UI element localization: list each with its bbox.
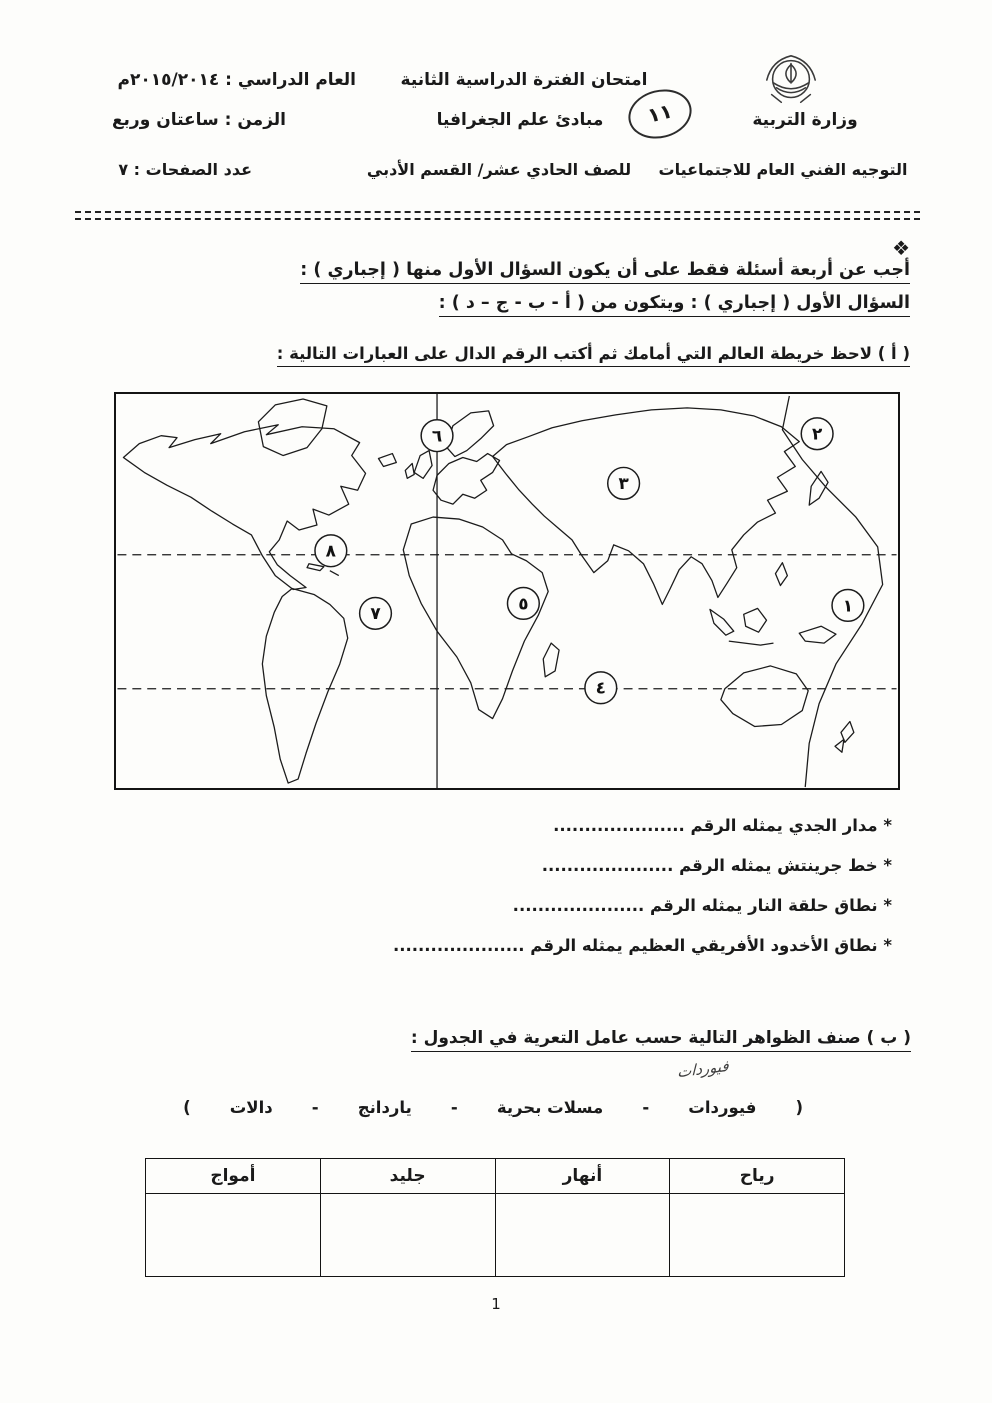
australia bbox=[721, 666, 808, 727]
map-marker-5 bbox=[507, 588, 539, 620]
svg-text:١: ١ bbox=[842, 595, 854, 616]
map-marker-7 bbox=[360, 597, 392, 629]
map-marker-4 bbox=[585, 672, 617, 704]
answer-cell-rivers bbox=[495, 1194, 670, 1277]
asia bbox=[493, 408, 800, 605]
svg-text:٢: ٢ bbox=[811, 423, 823, 444]
map-markers bbox=[315, 418, 864, 704]
handwritten-annotation: فيوردات bbox=[677, 1056, 729, 1082]
paren-open: ( bbox=[795, 1098, 803, 1117]
diamond-bullet-icon: ❖ bbox=[892, 236, 910, 260]
answer-cell-waves bbox=[146, 1194, 321, 1277]
philippines bbox=[775, 563, 787, 586]
british-isles bbox=[414, 451, 432, 479]
statement-ring-of-fire: * نطاق حلقة النار يمثله الرقم ..................... bbox=[512, 896, 892, 915]
header-divider bbox=[75, 211, 920, 220]
general-instruction-text: أجب عن أربعة أسئلة فقط على أن يكون السؤال الأول منها ( إجباري ) : bbox=[300, 260, 910, 284]
world-map bbox=[114, 392, 900, 790]
ministry-emblem-logo bbox=[760, 50, 822, 110]
exam-duration: الزمن : ساعتان وربع bbox=[111, 110, 286, 130]
option-sea-stacks: مسلات بحرية bbox=[496, 1098, 604, 1117]
world-map-svg bbox=[116, 394, 898, 788]
svg-text:٧: ٧ bbox=[370, 603, 381, 624]
cuba bbox=[307, 564, 324, 571]
map-marker-6 bbox=[421, 420, 453, 452]
ireland bbox=[405, 463, 414, 478]
map-marker-2 bbox=[801, 418, 833, 450]
table-header-waves: أمواج bbox=[146, 1159, 321, 1194]
paren-close: ) bbox=[183, 1098, 191, 1117]
page-number: 1 bbox=[491, 1295, 501, 1313]
svg-text:٣: ٣ bbox=[618, 473, 629, 494]
ring-of-fire-line bbox=[782, 396, 882, 787]
table-answer-row bbox=[146, 1194, 845, 1277]
new-zealand-south bbox=[835, 739, 844, 752]
japan bbox=[809, 471, 828, 505]
south-america bbox=[262, 589, 347, 784]
svg-text:٦: ٦ bbox=[431, 425, 443, 446]
option-deltas: دالات bbox=[229, 1098, 273, 1117]
borneo bbox=[744, 608, 767, 632]
option-separator: - bbox=[642, 1098, 650, 1117]
part-b-title: ( ب ) صنف الظواهر التالية حسب عامل التعرية في الجدول : bbox=[393, 1028, 911, 1052]
table-header-rivers: أنهار bbox=[495, 1159, 670, 1194]
antilles bbox=[330, 571, 339, 576]
answer-cell-winds bbox=[670, 1194, 845, 1277]
option-separator: - bbox=[311, 1098, 319, 1117]
madagascar bbox=[543, 643, 559, 677]
statement-greenwich: * خط جرينتش يمثله الرقم ..................... bbox=[541, 856, 892, 875]
sumatra bbox=[710, 609, 734, 635]
svg-text:٤: ٤ bbox=[595, 677, 606, 698]
answer-cell-ice bbox=[320, 1194, 495, 1277]
general-instruction bbox=[278, 236, 910, 284]
svg-text:٥: ٥ bbox=[518, 593, 529, 614]
map-marker-8 bbox=[315, 535, 347, 567]
option-fjords: فيوردات bbox=[688, 1098, 757, 1117]
grade-section: للصف الحادي عشر/ القسم الأدبي bbox=[366, 160, 632, 179]
school-year: العام الدراسي : ٢٠١٥/٢٠١٤م bbox=[117, 70, 356, 90]
table-header-winds: رياح bbox=[670, 1159, 845, 1194]
pages-count: عدد الصفحات : ٧ bbox=[118, 160, 252, 179]
part-b-options bbox=[183, 1098, 803, 1117]
europe bbox=[433, 454, 499, 505]
statement-capricorn: * مدار الجدي يمثله الرقم ..................... bbox=[553, 816, 892, 835]
iceland bbox=[378, 454, 396, 467]
directorate-name: التوجيه الفني العام للاجتماعيات bbox=[658, 160, 908, 179]
java bbox=[729, 641, 774, 645]
world-map-continents bbox=[123, 399, 853, 783]
table-header-ice: جليد bbox=[320, 1159, 495, 1194]
svg-text:٨: ٨ bbox=[325, 540, 336, 561]
ministry-name: وزارة التربية bbox=[752, 110, 858, 130]
part-a-title: ( أ ) لاحظ خريطة العالم التي أمامك ثم أكتب الرقم الدال على العبارات التالية : bbox=[248, 344, 910, 367]
handwritten-circled-number: ١١ bbox=[623, 83, 697, 145]
new-guinea bbox=[799, 626, 836, 643]
subject-title: مبادئ علم الجغرافيا bbox=[436, 110, 604, 130]
exam-title: امتحان الفترة الدراسية الثانية bbox=[400, 70, 648, 90]
classification-table bbox=[145, 1158, 845, 1277]
map-marker-3 bbox=[608, 467, 640, 499]
option-yardangs: ياردانج bbox=[357, 1098, 412, 1117]
map-marker-1 bbox=[832, 590, 864, 622]
part-a-statements bbox=[378, 806, 892, 966]
statement-african-rift: * نطاق الأخدود الأفريقي العظيم يمثله الرقم ..................... bbox=[392, 936, 892, 955]
question1-title: السؤال الأول ( إجباري ) : ويتكون من ( أ - ب - ج – د ) : bbox=[368, 293, 910, 317]
option-separator: - bbox=[450, 1098, 458, 1117]
new-zealand-north bbox=[841, 722, 854, 743]
